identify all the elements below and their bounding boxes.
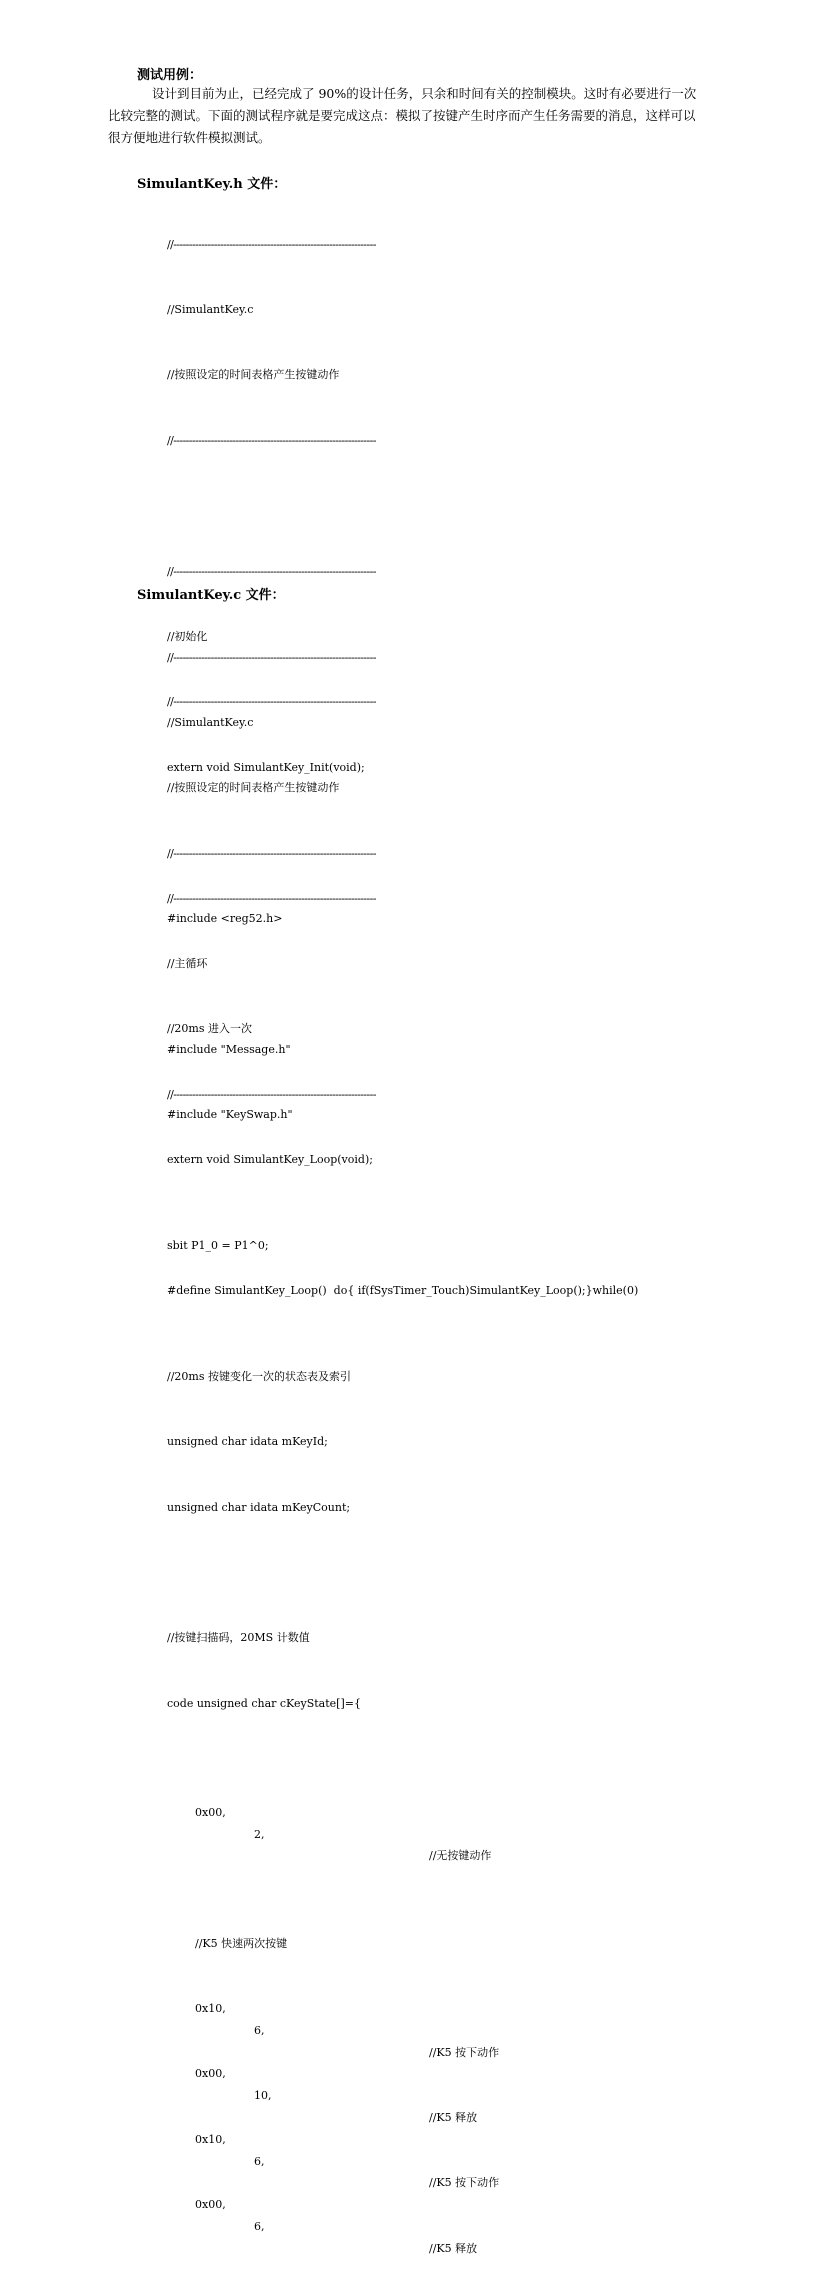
code-line bbox=[167, 974, 376, 996]
code-line: //----------------------------------------------------------------- bbox=[167, 650, 376, 664]
code-line: extern void SimulantKey_Init(void); bbox=[167, 760, 365, 774]
intro-line-1: 设计到目前为止，已经完成了 90%的设计任务，只余和时间有关的控制模块。这时有必要进行一次 bbox=[152, 86, 697, 101]
key-code: 0x00, bbox=[195, 2067, 226, 2081]
code-line: #include "Message.h" bbox=[167, 1042, 291, 1056]
code-line: #define SimulantKey_Loop() do{ if(fSysTimer_Touch)SimulantKey_Loop();}while(0) bbox=[167, 1283, 639, 1297]
code-line: //20ms 按键变化一次的状态表及索引 bbox=[167, 1369, 351, 1383]
test-case-heading: 测试用例： bbox=[137, 68, 203, 83]
code-line: //SimulantKey.c bbox=[167, 715, 254, 729]
code-line: //按键扫描码，20MS 计数值 bbox=[167, 1631, 310, 1645]
key-count: 6, bbox=[254, 2154, 265, 2168]
key-comment: //无按键动作 bbox=[429, 1849, 492, 1863]
key-count: 2, bbox=[254, 1827, 265, 1841]
key-comment: //K5 释放 bbox=[429, 2241, 478, 2255]
key-group-comment: //K5 快速两次按键 bbox=[195, 1936, 288, 1950]
code-line: unsigned char idata mKeyCount; bbox=[167, 1500, 351, 1514]
source-file-heading: SimulantKey.c 文件： bbox=[137, 588, 285, 603]
key-code: 0x10, bbox=[195, 2002, 226, 2015]
code-line: //----------------------------------------------------------------- bbox=[167, 891, 376, 905]
key-code: 0x00, bbox=[195, 1805, 226, 1819]
code-line: //SimulantKey.c bbox=[167, 302, 254, 316]
code-line: //----------------------------------------------------------------- bbox=[167, 237, 376, 251]
code-line: //----------------------------------------------------------------- bbox=[167, 433, 376, 447]
code-line: unsigned char idata mKeyId; bbox=[167, 1435, 328, 1449]
header-file-heading: SimulantKey.h 文件： bbox=[137, 177, 287, 192]
intro-line-3: 很方便地进行软件模拟测试。 bbox=[108, 130, 271, 145]
key-state-row bbox=[167, 1780, 492, 1863]
code-line: //初始化 bbox=[167, 629, 208, 643]
key-comment: //K5 按下动作 bbox=[429, 2176, 500, 2190]
key-code: 0x10, bbox=[195, 2132, 226, 2146]
code-line bbox=[167, 1562, 376, 1584]
key-group-comment-row bbox=[167, 1911, 376, 1950]
intro-paragraph bbox=[108, 83, 790, 149]
code-line: #include <reg52.h> bbox=[167, 912, 283, 926]
code-line bbox=[167, 495, 638, 517]
code-line bbox=[167, 1170, 376, 1192]
code-line: //20ms 进入一次 bbox=[167, 1022, 252, 1036]
code-line: code unsigned char cKeyState[]={ bbox=[167, 1696, 361, 1710]
code-line: //----------------------------------------------------------------- bbox=[167, 1087, 376, 1101]
key-comment: //K5 按下动作 bbox=[429, 2045, 500, 2059]
code-line: //----------------------------------------------------------------- bbox=[167, 695, 376, 709]
code-line: //----------------------------------------------------------------- bbox=[167, 846, 376, 860]
key-count: 6, bbox=[254, 2219, 265, 2233]
key-code: 0x00, bbox=[195, 2198, 226, 2212]
intro-line-2: 比较完整的测试。下面的测试程序就是要完成这点：模拟了按键产生时序而产生任务需要的消息，这样可以 bbox=[108, 108, 696, 123]
code-line: //----------------------------------------------------------------- bbox=[167, 564, 376, 578]
code-line: #include "KeySwap.h" bbox=[167, 1108, 293, 1122]
key-comment: //K5 释放 bbox=[429, 2110, 478, 2124]
blank-row bbox=[167, 1845, 376, 1867]
code-line: //按照设定的时间表格产生按键动作 bbox=[167, 368, 340, 382]
code-line: //按照设定的时间表格产生按键动作 bbox=[167, 781, 340, 795]
key-count: 10, bbox=[254, 2089, 272, 2103]
code-line: sbit P1_0 = P1^0; bbox=[167, 1239, 269, 1253]
code-line: extern void SimulantKey_Loop(void); bbox=[167, 1153, 373, 1167]
code-line bbox=[167, 1301, 376, 1323]
key-count: 6, bbox=[254, 2023, 265, 2037]
key-state-row bbox=[167, 1976, 500, 2059]
code-line: //主循环 bbox=[167, 956, 208, 970]
